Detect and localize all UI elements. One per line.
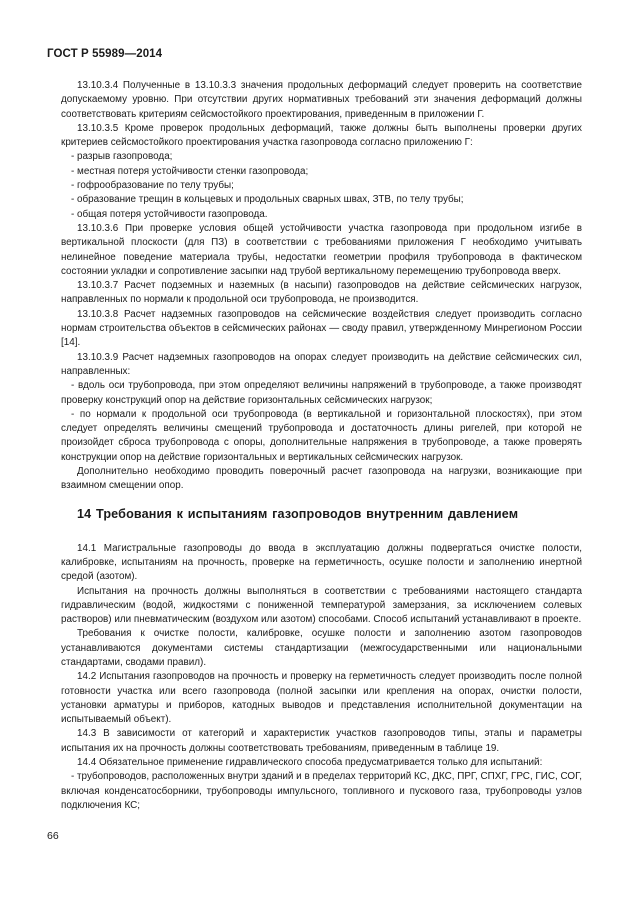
paragraph-14-3: 14.3 В зависимости от категорий и характеристик участков газопроводов типы, этапы и параметры испытания их на прочность должны соответствовать требованиям, приведенным в таблице 19. bbox=[61, 728, 582, 754]
list-item: - общая потеря устойчивости газопровода. bbox=[71, 208, 268, 220]
paragraph-13-10-3-8: 13.10.3.8 Расчет надземных газопроводов на сейсмические воздействия следует производить согласно нормам строительства объектов в сейсмических районах — своду правил, утвержденному Минрегионом России [14]. bbox=[61, 308, 582, 349]
paragraph-14-4: 14.4 Обязательное применение гидравлического способа предусматривается только для испытаний: bbox=[77, 757, 543, 769]
page-body bbox=[61, 79, 582, 813]
list-item: - образование трещин в кольцевых и продольных сварных швах, ЗТВ, по телу трубы; bbox=[71, 194, 464, 206]
paragraph-14-1: 14.1 Магистральные газопроводы до ввода в эксплуатацию должны подвергаться очистке полости, калибровке, испытаниям на прочность, проверке на герметичность, осушке полости и заполнению инертной средой (азотом). bbox=[61, 542, 582, 583]
list-item: - гофрообразование по телу трубы; bbox=[71, 180, 234, 192]
document-header: ГОСТ Р 55989—2014 bbox=[47, 48, 163, 60]
page-number: 66 bbox=[47, 830, 59, 842]
paragraph-additional: Дополнительно необходимо проводить поверочный расчет газопровода на нагрузки, возникающие при взаимном смещении опор. bbox=[61, 466, 582, 492]
paragraph-13-10-3-9: 13.10.3.9 Расчет надземных газопроводов на опорах следует производить на действие сейсмических сил, направленных: bbox=[61, 351, 582, 377]
paragraph-13-10-3-7: 13.10.3.7 Расчет подземных и наземных (в насыпи) газопроводов на действие сейсмических нагрузок, направленных по нормали к продольной оси трубопровода, не производится. bbox=[61, 280, 582, 306]
list-item: - по нормали к продольной оси трубопровода (в вертикальной и горизонтальной плоскостях), при этом следует определять величины смещений трубопровода и достаточность длины ригелей, при которой не произойдет сброса трубопровода с опоры, дополнительные напряжения в трубопроводе, а также проверять конструкции опор на действие горизонтальных и вертикальных сейсмических нагрузок. bbox=[61, 408, 582, 463]
section-title: 14 Требования к испытаниям газопроводов внутренним давлением bbox=[77, 506, 519, 521]
list-item: - разрыв газопровода; bbox=[71, 151, 173, 163]
paragraph-14-2: 14.2 Испытания газопроводов на прочность и проверку на герметичность следует производить после полной готовности участка или всего газопровода (полной засыпки или крепления на опорах, очистки полости, установки арматуры и приборов, катодных выводов и представления исполнительной документации на испытываемый объект). bbox=[61, 671, 582, 726]
paragraph-cleaning-requirements: Требования к очистке полости, калибровке, осушке полости и заполнению азотом газопроводов устанавливаются документами системы стандартизации (межгосударственными или национальными стандартами, сводами правил). bbox=[61, 628, 582, 668]
list-item: - вдоль оси трубопровода, при этом определяют величины напряжений в трубопроводе, а также производят проверку конструкций опор на действие горизонтальных сейсмических нагрузок; bbox=[61, 380, 582, 406]
paragraph-13-10-3-4: 13.10.3.4 Полученные в 13.10.3.3 значения продольных деформаций следует проверить на соответствие допускаемому уровню. При отсутствии других нормативных требований эти значения деформаций должны соответствовать критериям сейсмостойкого проектирования, приведенным в приложении Г. bbox=[61, 80, 582, 120]
paragraph-13-10-3-6: 13.10.3.6 При проверке условия общей устойчивости участка газопровода при продольном изгибе в вертикальной плоскости (для ПЗ) в соответствии с требованиями приложения Г необходимо учитывать нелинейное поведение материала трубы, недостатки геометрии профиля трубопровода в фактическом состоянии укладки и сопротивление засыпки над трубой вертикальному перемещению трубопровода вверх. bbox=[61, 222, 582, 277]
paragraph-strength-tests: Испытания на прочность должны выполняться в соответствии с требованиями настоящего стандарта гидравлическим (водой, жидкостями с пониженной температурой замерзания, за исключением солевых растворов) или пневматическим (воздухом или азотом) способами. Способ испытаний устанавливают в проекте. bbox=[61, 585, 582, 626]
list-item: - трубопроводов, расположенных внутри зданий и в пределах территорий КС, ДКС, ПРГ, СПХГ, ГРС, ГИС, СОГ, включая конденсатосборники, трубопроводы импульсного, топливного и пускового газа, трубопроводы узлов подключения КС; bbox=[61, 771, 582, 811]
list-item: - местная потеря устойчивости стенки газопровода; bbox=[71, 165, 309, 177]
paragraph-13-10-3-5: 13.10.3.5 Кроме проверок продольных деформаций, также должны быть выполнены проверки других критериев сейсмостойкого проектирования участка газопровода согласно приложению Г: bbox=[61, 122, 582, 149]
